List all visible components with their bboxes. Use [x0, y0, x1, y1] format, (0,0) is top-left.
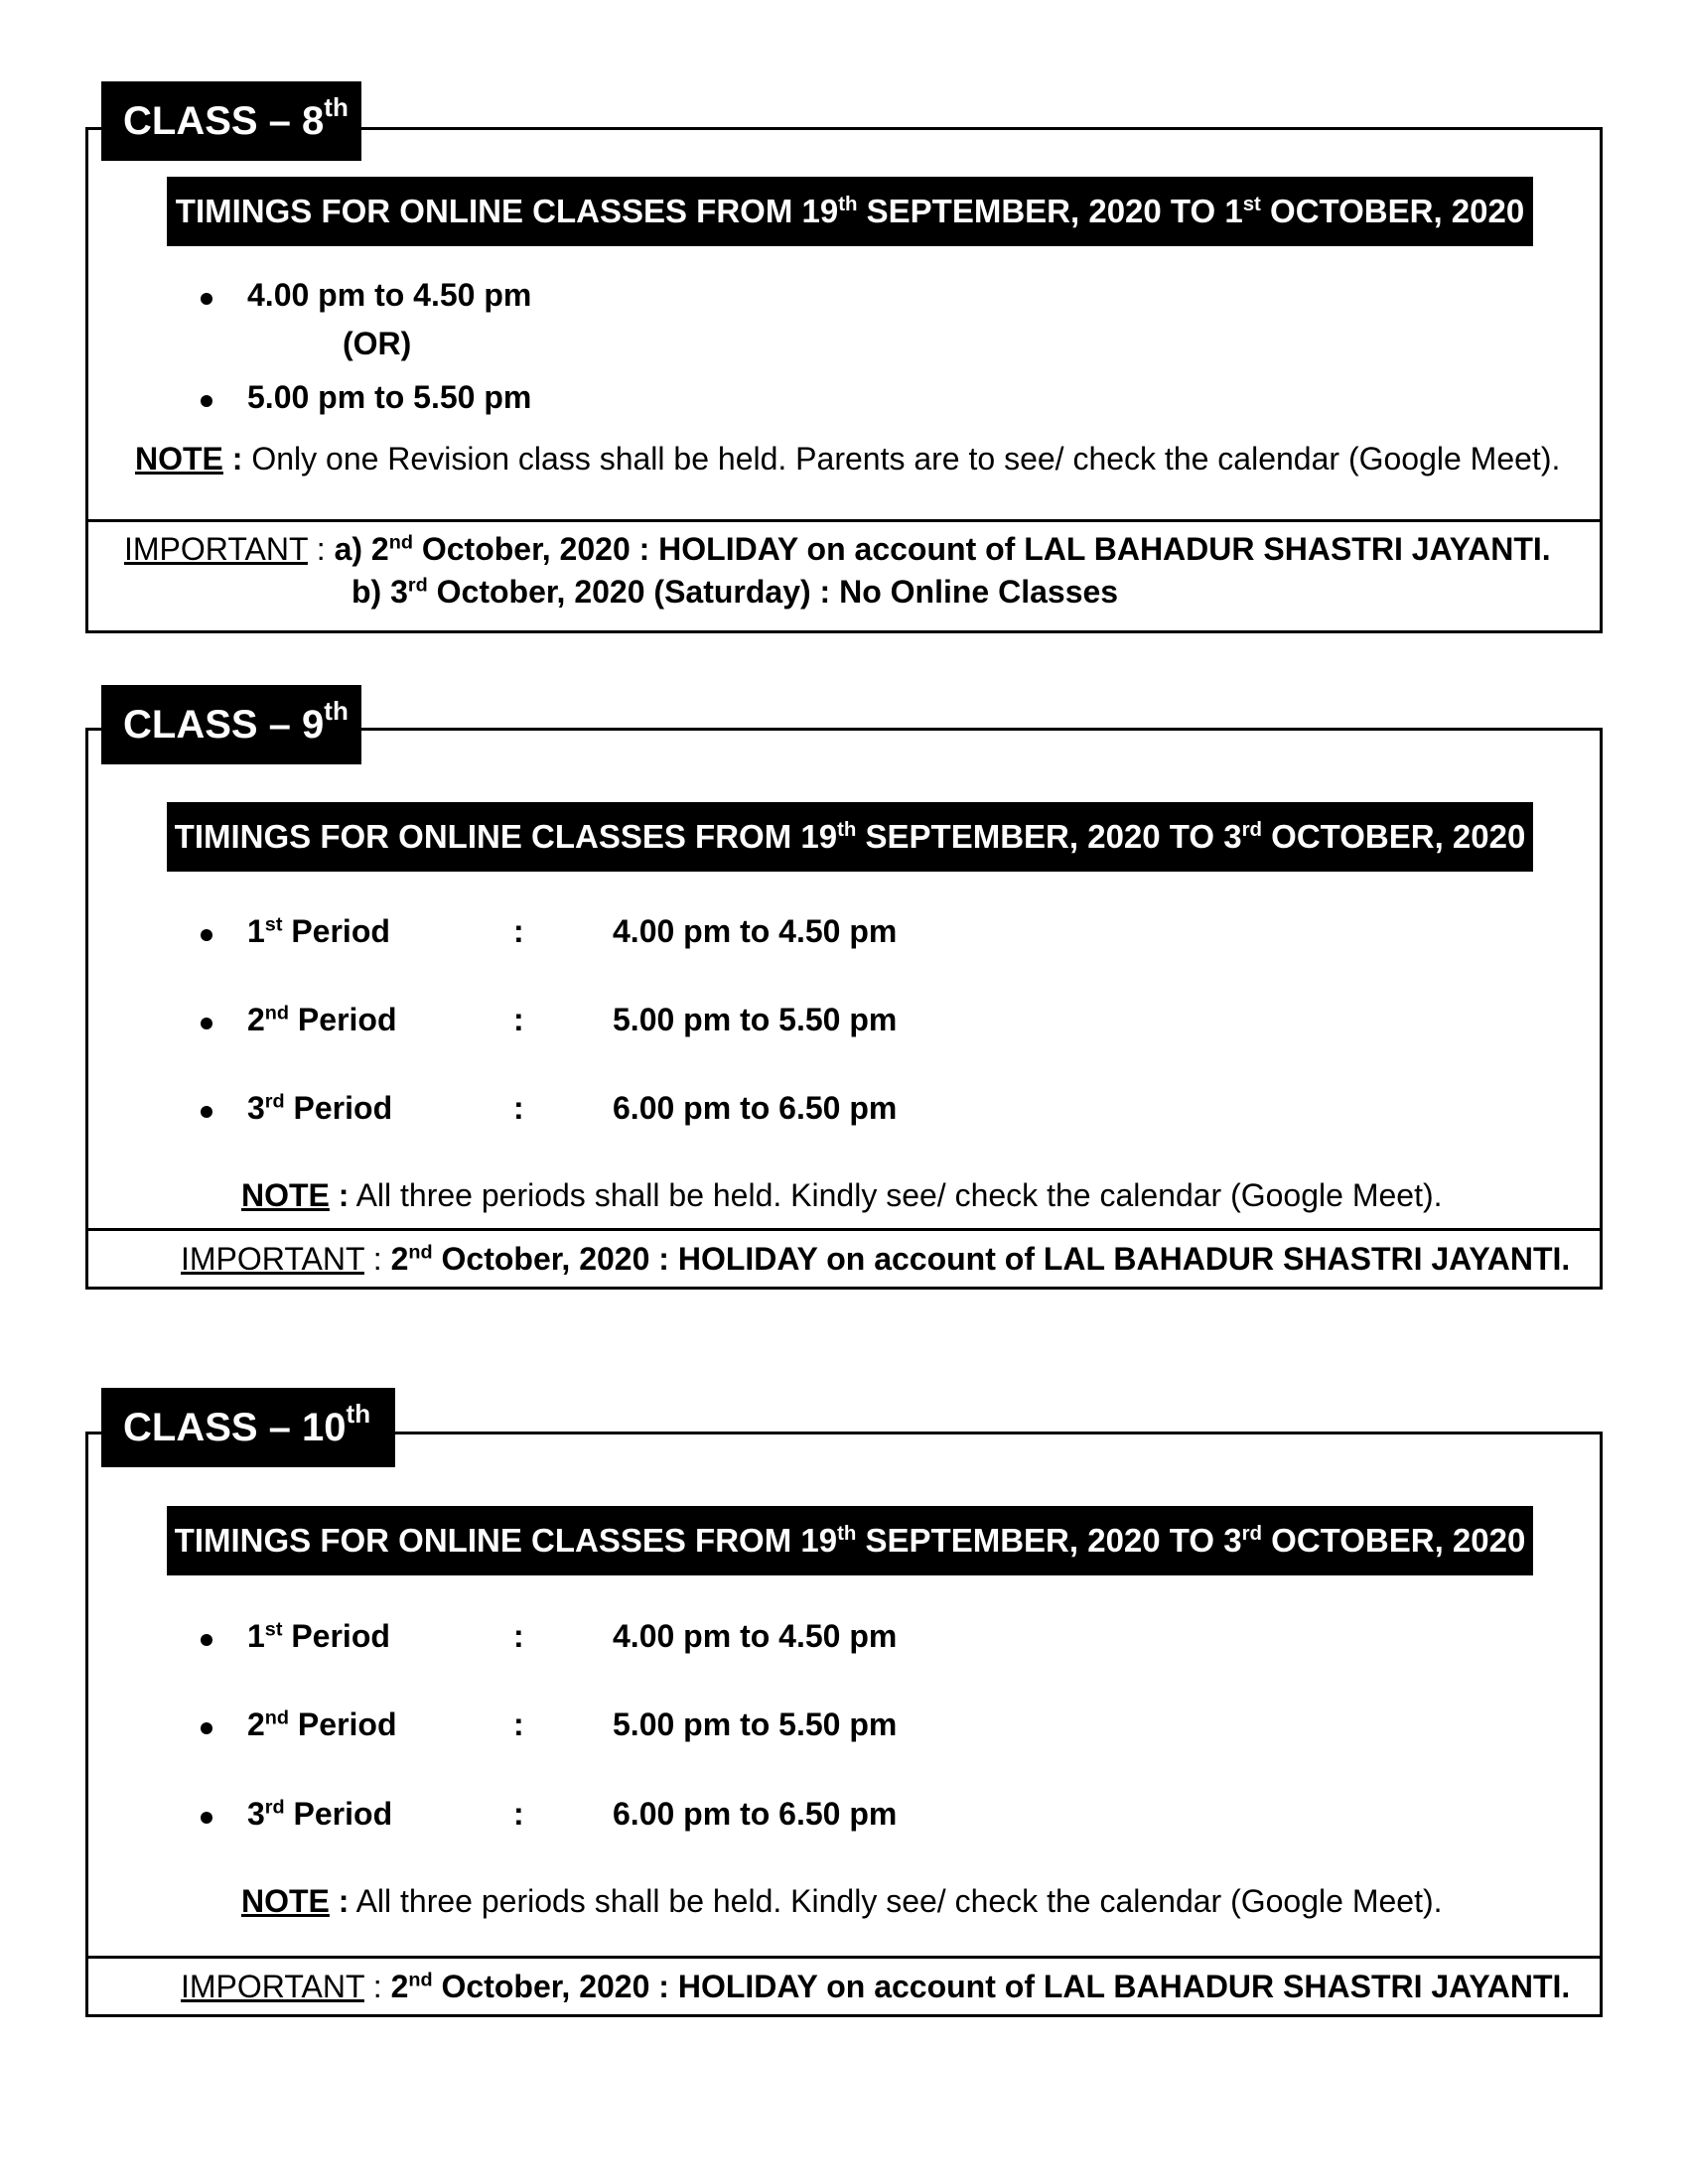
- important-label: IMPORTANT: [181, 1969, 364, 2004]
- class-9-period-2-time: 5.00 pm to 5.50 pm: [613, 1002, 898, 1037]
- class-10-note: NOTE : All three periods shall be held. Kindly see/ check the calendar (Google Meet).: [241, 1883, 1443, 1919]
- class-8-divider: [88, 519, 1600, 522]
- note-text: All three periods shall be held. Kindly see/ check the calendar (Google Meet).: [349, 1883, 1443, 1919]
- bullet-icon: [201, 1634, 212, 1646]
- period-colon: :: [513, 1796, 524, 1832]
- class-8-title: CLASS – 8th: [101, 81, 361, 161]
- period-colon: :: [513, 1618, 524, 1654]
- note-label: NOTE: [135, 441, 223, 477]
- class-10-title: CLASS – 10th: [101, 1388, 395, 1467]
- period-colon: :: [513, 1002, 524, 1037]
- important-label: IMPORTANT: [124, 531, 308, 567]
- bullet-icon: [201, 1106, 212, 1118]
- class-9-period-1-time: 4.00 pm to 4.50 pm: [613, 913, 898, 949]
- note-text: All three periods shall be held. Kindly see/ check the calendar (Google Meet).: [349, 1177, 1443, 1213]
- bullet-icon: [201, 1018, 212, 1029]
- class-8-timings-banner: TIMINGS FOR ONLINE CLASSES FROM 19th SEPTEMBER, 2020 TO 1st OCTOBER, 2020: [167, 177, 1533, 246]
- class-10-period-3-time: 6.00 pm to 6.50 pm: [613, 1796, 898, 1832]
- class-10-important: IMPORTANT : 2nd October, 2020 : HOLIDAY on account of LAL BAHADUR SHASTRI JAYANTI.: [181, 1969, 1571, 2004]
- class-10-divider: [88, 1956, 1600, 1959]
- class-9-box: [85, 728, 1603, 1290]
- class-9-important: IMPORTANT : 2nd October, 2020 : HOLIDAY on account of LAL BAHADUR SHASTRI JAYANTI.: [181, 1241, 1571, 1277]
- period-colon: :: [513, 913, 524, 949]
- period-colon: :: [513, 1706, 524, 1742]
- class-9-period-1: 1st Period: [247, 913, 390, 949]
- class-8-note: NOTE : Only one Revision class shall be held. Parents are to see/ check the calendar (Google Meet).: [135, 441, 1561, 477]
- bullet-icon: [201, 395, 212, 407]
- class-8-or-label: (OR): [343, 326, 412, 361]
- class-8-slot-1: 4.00 pm to 4.50 pm: [247, 277, 532, 313]
- class-10-period-1-time: 4.00 pm to 4.50 pm: [613, 1618, 898, 1654]
- class-10-box: [85, 1432, 1603, 2017]
- class-9-period-3: 3rd Period: [247, 1090, 393, 1126]
- class-10-period-1: 1st Period: [247, 1618, 390, 1654]
- class-10-period-2-time: 5.00 pm to 5.50 pm: [613, 1706, 898, 1742]
- class-8-important-a: IMPORTANT : a) 2nd October, 2020 : HOLIDAY on account of LAL BAHADUR SHASTRI JAYANTI.: [124, 531, 1551, 567]
- note-label: NOTE: [241, 1177, 330, 1213]
- class-9-note: NOTE : All three periods shall be held. Kindly see/ check the calendar (Google Meet).: [241, 1177, 1443, 1213]
- class-10-period-3: 3rd Period: [247, 1796, 393, 1832]
- class-9-divider: [88, 1228, 1600, 1231]
- bullet-icon: [201, 1812, 212, 1824]
- class-10-period-2: 2nd Period: [247, 1706, 397, 1742]
- period-colon: :: [513, 1090, 524, 1126]
- class-8-box: [85, 127, 1603, 633]
- class-10-timings-banner: TIMINGS FOR ONLINE CLASSES FROM 19th SEPTEMBER, 2020 TO 3rd OCTOBER, 2020: [167, 1506, 1533, 1575]
- note-label: NOTE: [241, 1883, 330, 1919]
- class-9-timings-banner: TIMINGS FOR ONLINE CLASSES FROM 19th SEPTEMBER, 2020 TO 3rd OCTOBER, 2020: [167, 802, 1533, 872]
- class-9-title: CLASS – 9th: [101, 685, 361, 764]
- bullet-icon: [201, 1722, 212, 1734]
- important-label: IMPORTANT: [181, 1241, 364, 1277]
- class-9-period-3-time: 6.00 pm to 6.50 pm: [613, 1090, 898, 1126]
- class-8-important-b: b) 3rd October, 2020 (Saturday) : No Online Classes: [352, 574, 1119, 610]
- class-8-slot-2: 5.00 pm to 5.50 pm: [247, 379, 532, 415]
- note-text: Only one Revision class shall be held. Parents are to see/ check the calendar (Google Meet).: [242, 441, 1561, 477]
- bullet-icon: [201, 929, 212, 941]
- class-9-period-2: 2nd Period: [247, 1002, 397, 1037]
- bullet-icon: [201, 293, 212, 305]
